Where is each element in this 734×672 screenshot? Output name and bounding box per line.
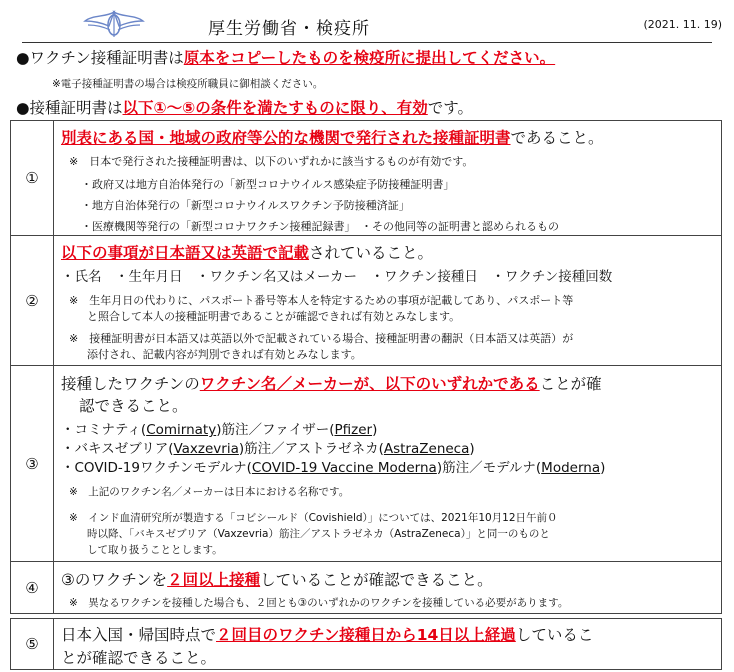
- condition-note: ・医療機関等発行の「新型コロナワクチン接種記録書」 ・その他同等の証明書と認められるもの: [81, 220, 559, 233]
- condition-note: して取り扱うこととします。: [87, 544, 223, 556]
- condition-note: ※ 日本で発行された接種証明書は、以下のいずれかに該当するものが有効です。: [69, 155, 474, 168]
- condition-note: 時以降、「バキスゼブリア（Vaxzevria）筋注／アストラゼネカ（AstraZeneca）」と同一のものと: [87, 528, 550, 540]
- condition-1: [10, 120, 722, 236]
- condition-note: ※ 生年月日の代わりに、パスポート番号等本人を特定するための事項が記載してあり、パスポート等: [69, 294, 574, 307]
- condition-3: [10, 365, 722, 562]
- condition-2: [10, 235, 722, 366]
- condition-note: ・政府又は地方自治体発行の「新型コロナウイルス感染症予防接種証明書」: [81, 178, 455, 191]
- quarantine-emblem-icon: [82, 9, 146, 39]
- vaccine-item: ・バキスゼブリア(Vaxzevria)筋注／アストラゼネカ(AstraZeneca): [61, 441, 475, 457]
- condition-number: ⑤: [11, 619, 54, 669]
- required-items: ・氏名 ・生年月日 ・ワクチン名又はメーカー ・ワクチン接種日 ・ワクチン接種回数: [61, 269, 613, 285]
- org-title: 厚生労働省・検疫所: [208, 19, 370, 39]
- condition-number: ③: [11, 366, 54, 561]
- condition-number: ①: [11, 121, 54, 235]
- page-header: [0, 4, 734, 44]
- condition-title: ③のワクチンを２回以上接種していることが確認できること。: [61, 571, 493, 589]
- copy-instruction: ●ワクチン接種証明書は原本をコピーしたものを検疫所に提出してください。: [16, 49, 556, 67]
- condition-title-cont: とが確認できること。: [61, 649, 217, 667]
- electronic-note: ※電子接種証明書の場合は検疫所職員に御相談ください。: [52, 78, 324, 90]
- condition-title-cont: 認できること。: [79, 397, 188, 415]
- condition-note: ※ インド血清研究所が製造する「コビシールド（Covishield）」については、2021年10月12日午前０: [69, 512, 558, 524]
- condition-note: と照合して本人の接種証明書であることが確認できれば有効とみなします。: [87, 310, 461, 323]
- condition-number: ④: [11, 562, 54, 613]
- condition-note: ※ 接種証明書が日本語又は英語以外で記載されている場合、接種証明書の翻訳（日本語又は英語）が: [69, 332, 574, 345]
- condition-title: 日本入国・帰国時点で２回目のワクチン接種日から14日以上経過しているこ: [61, 626, 594, 644]
- condition-title: 接種したワクチンのワクチン名／メーカーが、以下のいずれかであることが確: [61, 375, 602, 393]
- condition-note: ※ 上記のワクチン名／メーカーは日本における名称です。: [69, 486, 350, 498]
- condition-note: ※ 異なるワクチンを接種した場合も、２回とも③のいずれかのワクチンを接種している必要があります。: [69, 597, 569, 609]
- validity-statement: ●接種証明書は以下①～⑤の条件を満たすものに限り、有効です。: [16, 99, 474, 117]
- header-divider: [22, 42, 712, 43]
- vaccine-item: ・COVID-19ワクチンモデルナ(COVID-19 Vaccine Moderna)筋注／モデルナ(Moderna): [61, 460, 606, 476]
- condition-title: 以下の事項が日本語又は英語で記載されていること。: [61, 244, 434, 262]
- condition-4: [10, 561, 722, 614]
- condition-title: 別表にある国・地域の政府等公的な機関で発行された接種証明書であること。: [61, 129, 604, 147]
- vaccine-item: ・コミナティ(Comirnaty)筋注／ファイザー(Pfizer): [61, 422, 378, 438]
- issue-date: (2021. 11. 19): [643, 18, 722, 31]
- condition-number: ②: [11, 236, 54, 365]
- condition-note: 添付され、記載内容が判別できれば有効とみなします。: [87, 348, 362, 361]
- condition-note: ・地方自治体発行の「新型コロナウイルスワクチン予防接種済証」: [81, 199, 410, 212]
- condition-5: [10, 618, 722, 670]
